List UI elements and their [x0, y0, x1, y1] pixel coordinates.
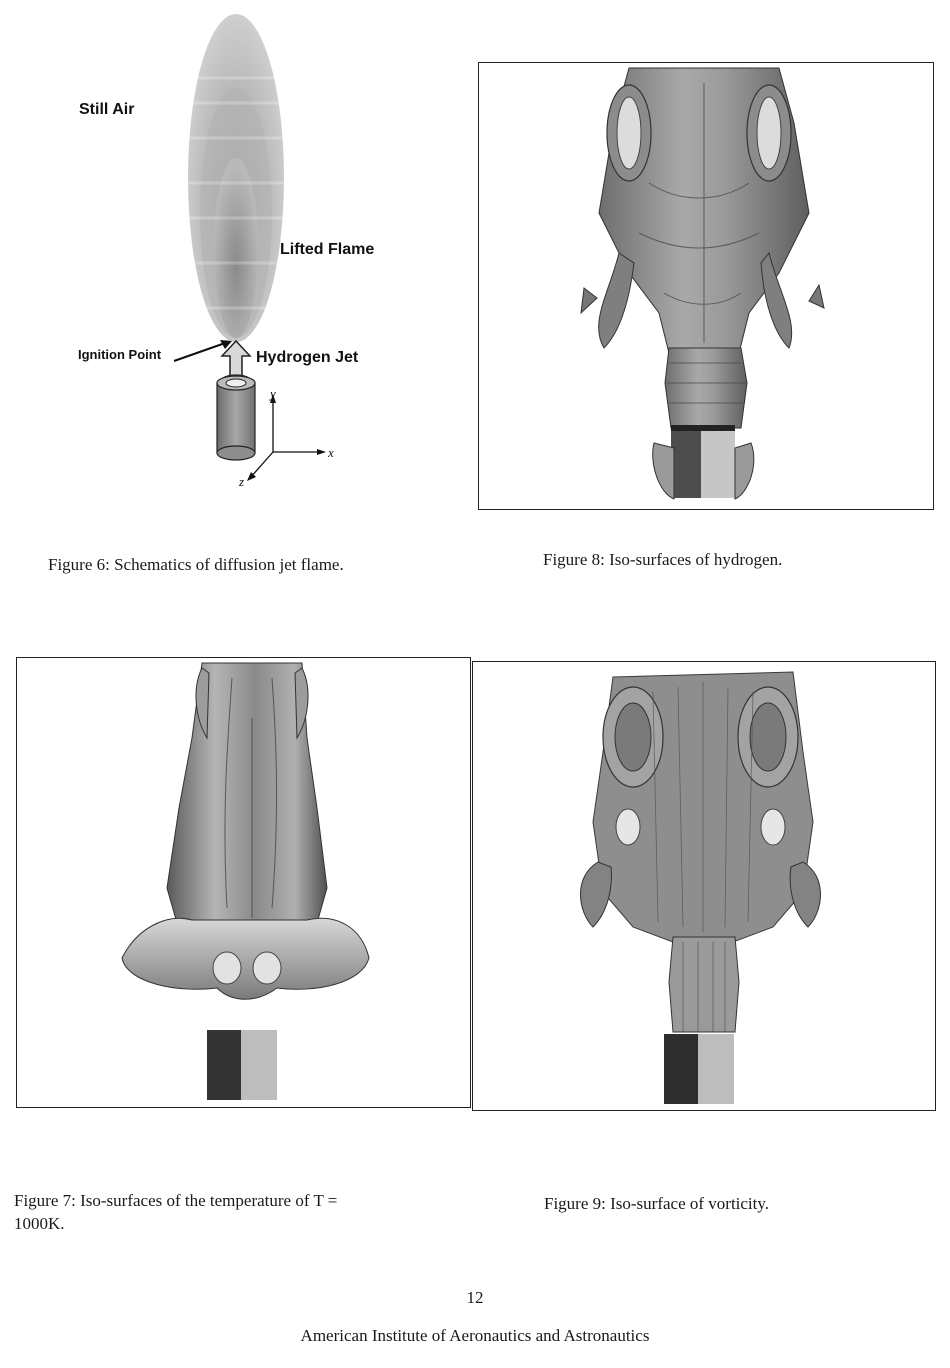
publisher-footer: American Institute of Aeronautics and Astronautics: [300, 1326, 650, 1345]
flame-inner-core: [214, 158, 258, 338]
label-still-air: Still Air: [79, 101, 135, 118]
hydrogen-isosurface-render: [479, 63, 932, 508]
label-ignition-point: Ignition Point: [78, 347, 162, 362]
figure-7-frame: [16, 657, 471, 1108]
figure-9-caption: Figure 9: Iso-surface of vorticity.: [544, 1194, 770, 1213]
figure-7-caption-line-1: Figure 7: Iso-surfaces of the temperature of T =: [14, 1191, 338, 1210]
coordinate-axes: [250, 398, 322, 478]
flame-schematic-graphic: [60, 8, 440, 498]
temperature-isosurface-render: [17, 658, 469, 1106]
axis-label-y: y: [270, 386, 276, 401]
nozzle-tube: [217, 383, 255, 453]
figure-8-caption: Figure 8: Iso-surfaces of hydrogen.: [543, 550, 783, 569]
page-number: 12: [466, 1288, 484, 1307]
ignition-pointer-line: [174, 342, 228, 361]
figure-7-caption-line-2: 1000K.: [14, 1214, 65, 1233]
figure-8-frame: [478, 62, 934, 510]
figure-6-caption: Figure 6: Schematics of diffusion jet flame.: [48, 555, 344, 574]
axis-label-x: x: [328, 445, 334, 460]
label-lifted-flame: Lifted Flame: [280, 241, 375, 258]
axis-label-z: z: [239, 474, 245, 489]
figure-9-frame: [472, 661, 936, 1111]
figure-6-schematic: [60, 8, 440, 498]
label-hydrogen-jet: Hydrogen Jet: [256, 349, 359, 366]
vorticity-isosurface-render: [473, 662, 934, 1109]
